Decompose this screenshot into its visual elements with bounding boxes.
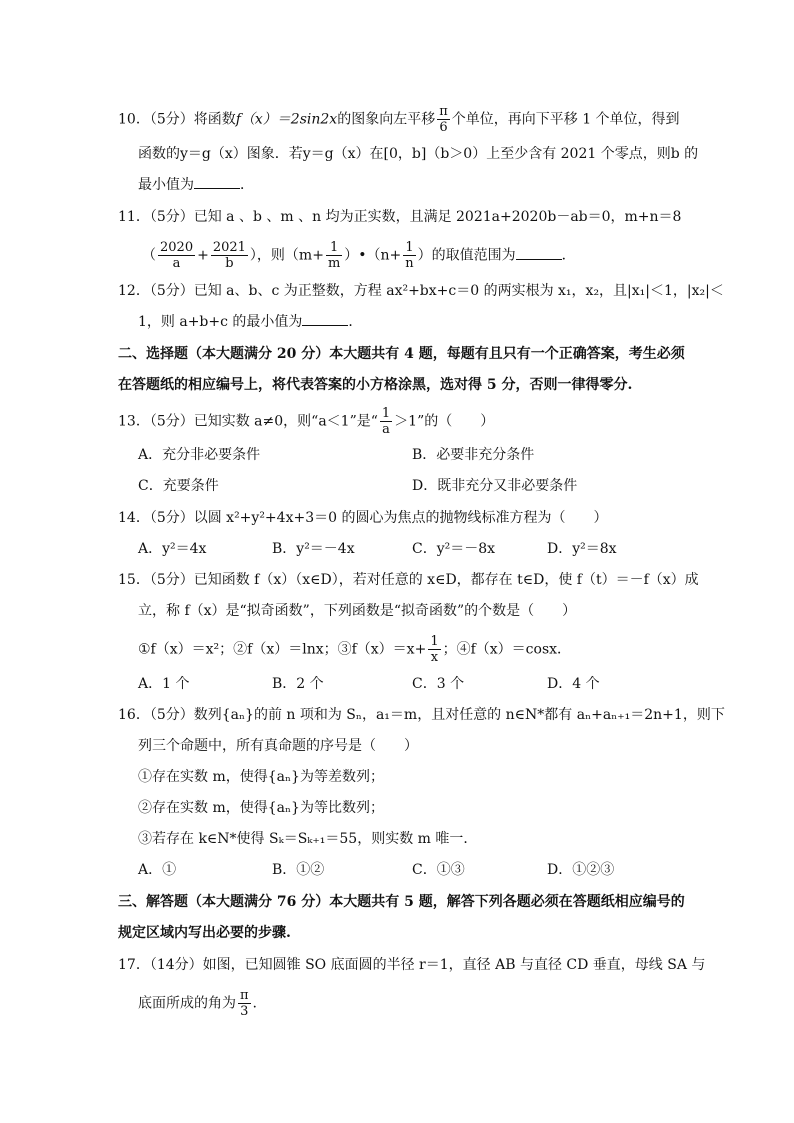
q11-line1: 11．（5分）已知 a 、b 、m 、n 均为正实数，且满足 2021a+2020b－ab＝0，m+n＝8 xyxy=(118,209,682,225)
q11-frac3-den: m xyxy=(327,256,341,271)
q14-stem: 14．（5分）以圆 x²+y²+4x+3＝0 的圆心为焦点的抛物线标准方程为（ ） xyxy=(118,510,608,526)
q13-fraction xyxy=(380,406,392,437)
q13-text2: ＞1”的（ ） xyxy=(394,413,495,430)
q15-line2: 立，称 f（x）是“拟奇函数”，下列函数是“拟奇函数”的个数是（ ） xyxy=(138,603,577,619)
q16-option-d[interactable]: D．①②③ xyxy=(547,862,615,878)
q11-frac4 xyxy=(403,240,415,271)
q10-end: ． xyxy=(240,177,254,193)
q10-text3: 个单位，再向下平移 1 个单位，得到 xyxy=(451,111,680,128)
q16-option-a[interactable]: A．① xyxy=(138,862,177,878)
q14-option-d[interactable]: D．y²＝8x xyxy=(547,541,617,557)
q12-text: 1，则 a+b+c 的最小值为 xyxy=(138,314,303,330)
q10-line1 xyxy=(118,104,680,135)
q11-text4: ）的取值范围为 xyxy=(417,247,516,264)
q10-text4: 最小值为 xyxy=(138,177,194,193)
q10-fraction xyxy=(437,104,450,135)
q16-statement-1: ①存在实数 m，使得{aₙ}为等差数列； xyxy=(138,769,384,785)
q16-line2: 列三个命题中，所有真命题的序号是（ ） xyxy=(138,738,418,754)
q10-line3 xyxy=(138,175,254,195)
q17-text: 底面所成的角为 xyxy=(138,995,236,1012)
q13-option-d[interactable]: D．既非充分又非必要条件 xyxy=(412,478,578,494)
section3-heading-line2: 规定区域内写出必要的步骤. xyxy=(118,925,291,941)
q16-statement-2: ②存在实数 m，使得{aₙ}为等比数列； xyxy=(138,800,384,816)
q15-option-a[interactable]: A．1 个 xyxy=(138,676,190,692)
q15-option-c[interactable]: C．3 个 xyxy=(412,676,465,692)
q11-frac1-den: a xyxy=(172,256,181,271)
q13-option-c[interactable]: C．充要条件 xyxy=(138,478,219,494)
q11-frac2-num: 2021 xyxy=(212,240,246,255)
q11-end: ． xyxy=(561,247,576,264)
q12-answer-blank xyxy=(302,313,348,326)
q16-option-b[interactable]: B．①② xyxy=(272,862,325,878)
section2-heading-line2: 在答题纸的相应编号上，将代表答案的小方格涂黑，选对得 5 分，否则一律得零分. xyxy=(118,377,633,393)
q11-frac1-num: 2020 xyxy=(160,240,194,255)
q10-frac-den: 6 xyxy=(439,120,448,135)
q13-frac-den: a xyxy=(382,422,390,437)
q15-line3 xyxy=(138,634,571,665)
q10-text2: 的图象向左平移 xyxy=(337,111,436,128)
q17-line2 xyxy=(138,988,257,1019)
q17-frac-num: π xyxy=(240,988,249,1003)
q11-frac2 xyxy=(211,240,248,271)
q11-plus: + xyxy=(197,247,209,264)
q10-frac-num: π xyxy=(439,104,448,119)
q13-frac-num: 1 xyxy=(381,406,391,421)
q11-frac2-den: b xyxy=(225,256,234,271)
q16-option-c[interactable]: C．①③ xyxy=(412,862,465,878)
q14-option-a[interactable]: A．y²＝4x xyxy=(138,541,207,557)
q16-statement-3: ③若存在 k∈N*使得 Sₖ＝Sₖ₊₁＝55，则实数 m 唯一． xyxy=(138,831,478,847)
q11-text3: ）•（n+ xyxy=(344,247,402,264)
q10-line2: 函数的y＝g（x）图象．若y＝g（x）在[0，b]（b＞0）上至少含有 2021 个零点，则b 的 xyxy=(138,146,699,162)
q12-line2 xyxy=(138,312,362,332)
q11-frac4-num: 1 xyxy=(403,240,415,256)
q13-text: 13．（5分）已知实数 a≠0，则“a＜1”是“ xyxy=(118,413,378,430)
q11-line2 xyxy=(142,240,576,271)
q10-text: 10．（5分）将函数 xyxy=(118,111,236,128)
q11-frac3-num: 1 xyxy=(326,240,342,256)
q15-frac-num: 1 xyxy=(430,634,439,649)
q17-fraction xyxy=(238,988,251,1019)
q11-text2: ），则（m+ xyxy=(249,247,324,264)
section3-heading-line1: 三、解答题（本大题满分 76 分）本大题共有 5 题，解答下列各题必须在答题纸相应编号的 xyxy=(118,894,685,910)
q11-frac4-den: n xyxy=(405,256,414,271)
q15-frac-den: x xyxy=(430,650,439,665)
q15-fraction xyxy=(428,634,440,665)
q14-option-b[interactable]: B．y²＝－4x xyxy=(272,541,355,557)
section2-heading-line1: 二、选择题（本大题满分 20 分）本大题共有 4 题，每题有且只有一个正确答案，考生必须 xyxy=(118,346,685,362)
q17-line1: 17．（14分）如图，已知圆锥 SO 底面圆的半径 r＝1，直径 AB 与直径 CD 垂直，母线 SA 与 xyxy=(118,957,706,973)
q11-paren: （ xyxy=(142,247,156,264)
q12-end: ． xyxy=(348,314,363,330)
q11-frac1 xyxy=(158,240,195,271)
q15-text2: ；④f（x）＝cosx． xyxy=(442,641,572,658)
q12-line1: 12．（5分）已知 a、b、c 为正整数，方程 ax²+bx+c＝0 的两实根为 x₁，x₂，且|x₁|＜1，|x₂|＜ xyxy=(118,283,724,299)
q13-option-a[interactable]: A．充分非必要条件 xyxy=(138,447,261,463)
q17-end: . xyxy=(252,995,257,1012)
q10-answer-blank xyxy=(194,176,240,189)
q15-text: ①f（x）＝x²；②f（x）＝lnx；③f（x）＝x+ xyxy=(138,641,427,658)
q15-option-b[interactable]: B．2 个 xyxy=(272,676,324,692)
q15-line1: 15．（5分）已知函数 f（x）（x∈D），若对任意的 x∈D，都存在 t∈D，使 f（t）＝－f（x）成 xyxy=(118,572,699,588)
q11-answer-blank xyxy=(516,247,562,260)
q17-frac-den: 3 xyxy=(240,1004,249,1019)
q13-stem xyxy=(118,406,494,437)
q13-option-b[interactable]: B．必要非充分条件 xyxy=(412,447,535,463)
q14-option-c[interactable]: C．y²＝－8x xyxy=(412,541,496,557)
q11-frac3 xyxy=(326,240,342,271)
q15-option-d[interactable]: D．4 个 xyxy=(547,676,600,692)
q10-func: f（x）＝2sin2x xyxy=(235,111,338,128)
q16-line1: 16．（5分）数列{aₙ}的前 n 项和为 Sₙ，a₁＝m，且对任意的 n∈N*都有 aₙ+aₙ₊₁＝2n+1，则下 xyxy=(118,707,725,723)
